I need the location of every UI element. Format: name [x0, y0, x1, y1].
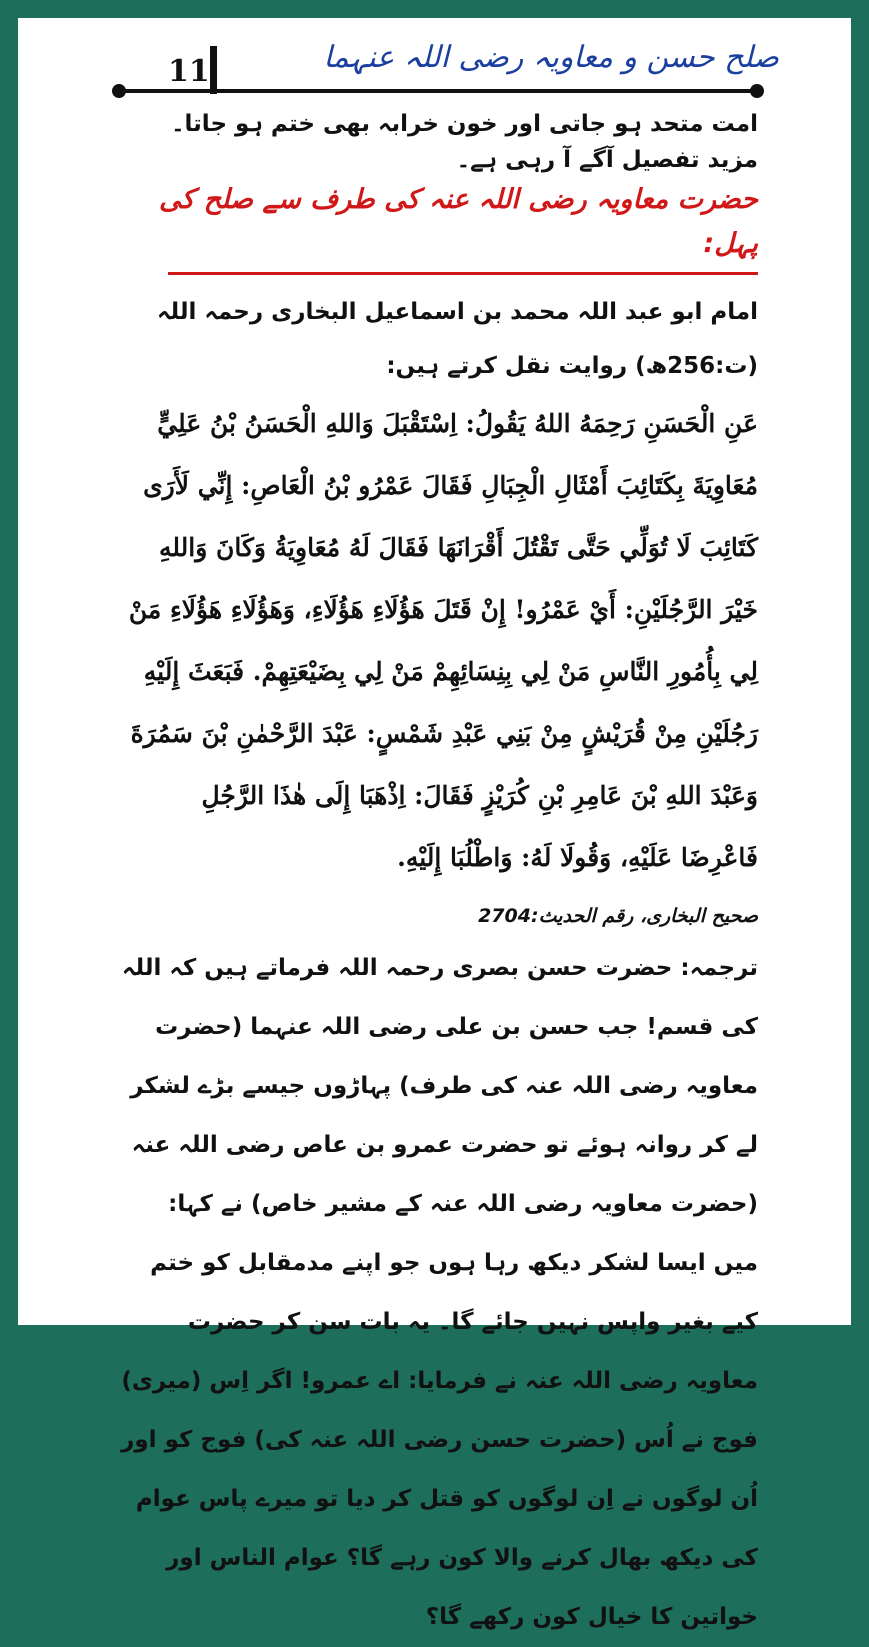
section-heading-underline — [168, 272, 758, 275]
intro-paragraph: امت متحد ہو جاتی اور خون خرابہ بھی ختم ہو جاتا۔ مزید تفصیل آگے آ رہی ہے۔ — [171, 111, 758, 173]
narrator-paragraph: امام ابو عبد اللہ محمد بن اسماعیل البخاری رحمہ اللہ (ت:256ھ) روایت نقل کرتے ہیں: — [157, 299, 758, 379]
page-number-divider — [210, 46, 217, 94]
arabic-hadith: عَنِ الْحَسَنِ رَحِمَهُ اللهُ يَقُولُ: اِسْتَقْبَلَ وَاللهِ الْحَسَنُ بْنُ عَلِيٍّ مُعَاوِيَةَ بِكَتَائِبَ أَمْثَالِ الْجِبَالِ فَقَالَ عَمْرُو بْنُ الْعَاصِ: إِنِّي لَأَرَى كَتَائِبَ لَا تُوَلِّي حَتَّى تَقْتُلَ أَقْرَانَهَا فَقَالَ لَهُ مُعَاوِيَةُ وَكَانَ وَاللهِ خَيْرَ الرَّجُلَيْنِ: أَيْ عَمْرُو! إِنْ قَتَلَ هَؤُلَاءِ هَؤُلَاءِ، وَهَؤُلَاءِ هَؤُلَاءِ مَنْ لِي بِأُمُورِ النَّاسِ مَنْ لِي بِنِسَائِهِمْ مَنْ لِي بِضَيْعَتِهِمْ. فَبَعَثَ إِلَيْهِ رَجُلَيْنِ مِنْ قُرَيْشٍ مِنْ بَنِي عَبْدِ شَمْسٍ: عَبْدَ الرَّحْمٰنِ بْنَ سَمُرَةَ وَعَبْدَ اللهِ بْنَ عَامِرِ بْنِ كُرَيْزٍ فَقَالَ: اِذْهَبَا إِلَى هٰذَا الرَّجُلِ فَاعْرِضَا عَلَيْهِ، وَقُولَا لَهُ: وَاطْلُبَا إِلَيْهِ. — [128, 409, 758, 872]
book-title: صلح حسن و معاویہ رضی اللہ عنہما — [323, 40, 779, 75]
translation-paragraph: ترجمہ: حضرت حسن بصری رحمہ اللہ فرماتے ہیں کہ اللہ کی قسم! جب حسن بن علی رضی اللہ عنہما (حضرت معاویہ رضی اللہ عنہ کی طرف) پہاڑوں جیسے بڑے لشکر لے کر روانہ ہوئے تو حضرت عمرو بن عاص رضی اللہ عنہ (حضرت معاویہ رضی اللہ عنہ کے مشیر خاص) نے کہا: میں ایسا لشکر دیکھ رہا ہوں جو اپنے مدمقابل کو ختم کیے بغیر واپس نہیں جائے گا۔ یہ بات سن کر حضرت معاویہ رضی اللہ عنہ نے فرمایا: اے عمرو! اگر اِس (میری) فوج نے اُس (حضرت حسن رضی اللہ عنہ کی) فوج کو اور اُن لوگوں نے اِن لوگوں کو قتل کر دیا تو میرے پاس عوام کی دیکھ بھال کرنے والا کون رہے گا؟ عوام الناس اور خواتین کا خیال کون رکھے گا؟ — [121, 955, 758, 1630]
header-rule — [120, 89, 756, 93]
hadith-reference: صحیح البخاری، رقم الحدیث:2704 — [478, 905, 758, 927]
page-number: 11 — [168, 54, 210, 89]
section-heading: حضرت معاویہ رضی اللہ عنہ کی طرف سے صلح کی پہل: — [159, 184, 758, 259]
page-content — [118, 106, 758, 1647]
page — [18, 18, 851, 1630]
page-header — [18, 18, 851, 98]
header-rule-dot-left — [112, 84, 126, 98]
header-rule-dot-right — [750, 84, 764, 98]
